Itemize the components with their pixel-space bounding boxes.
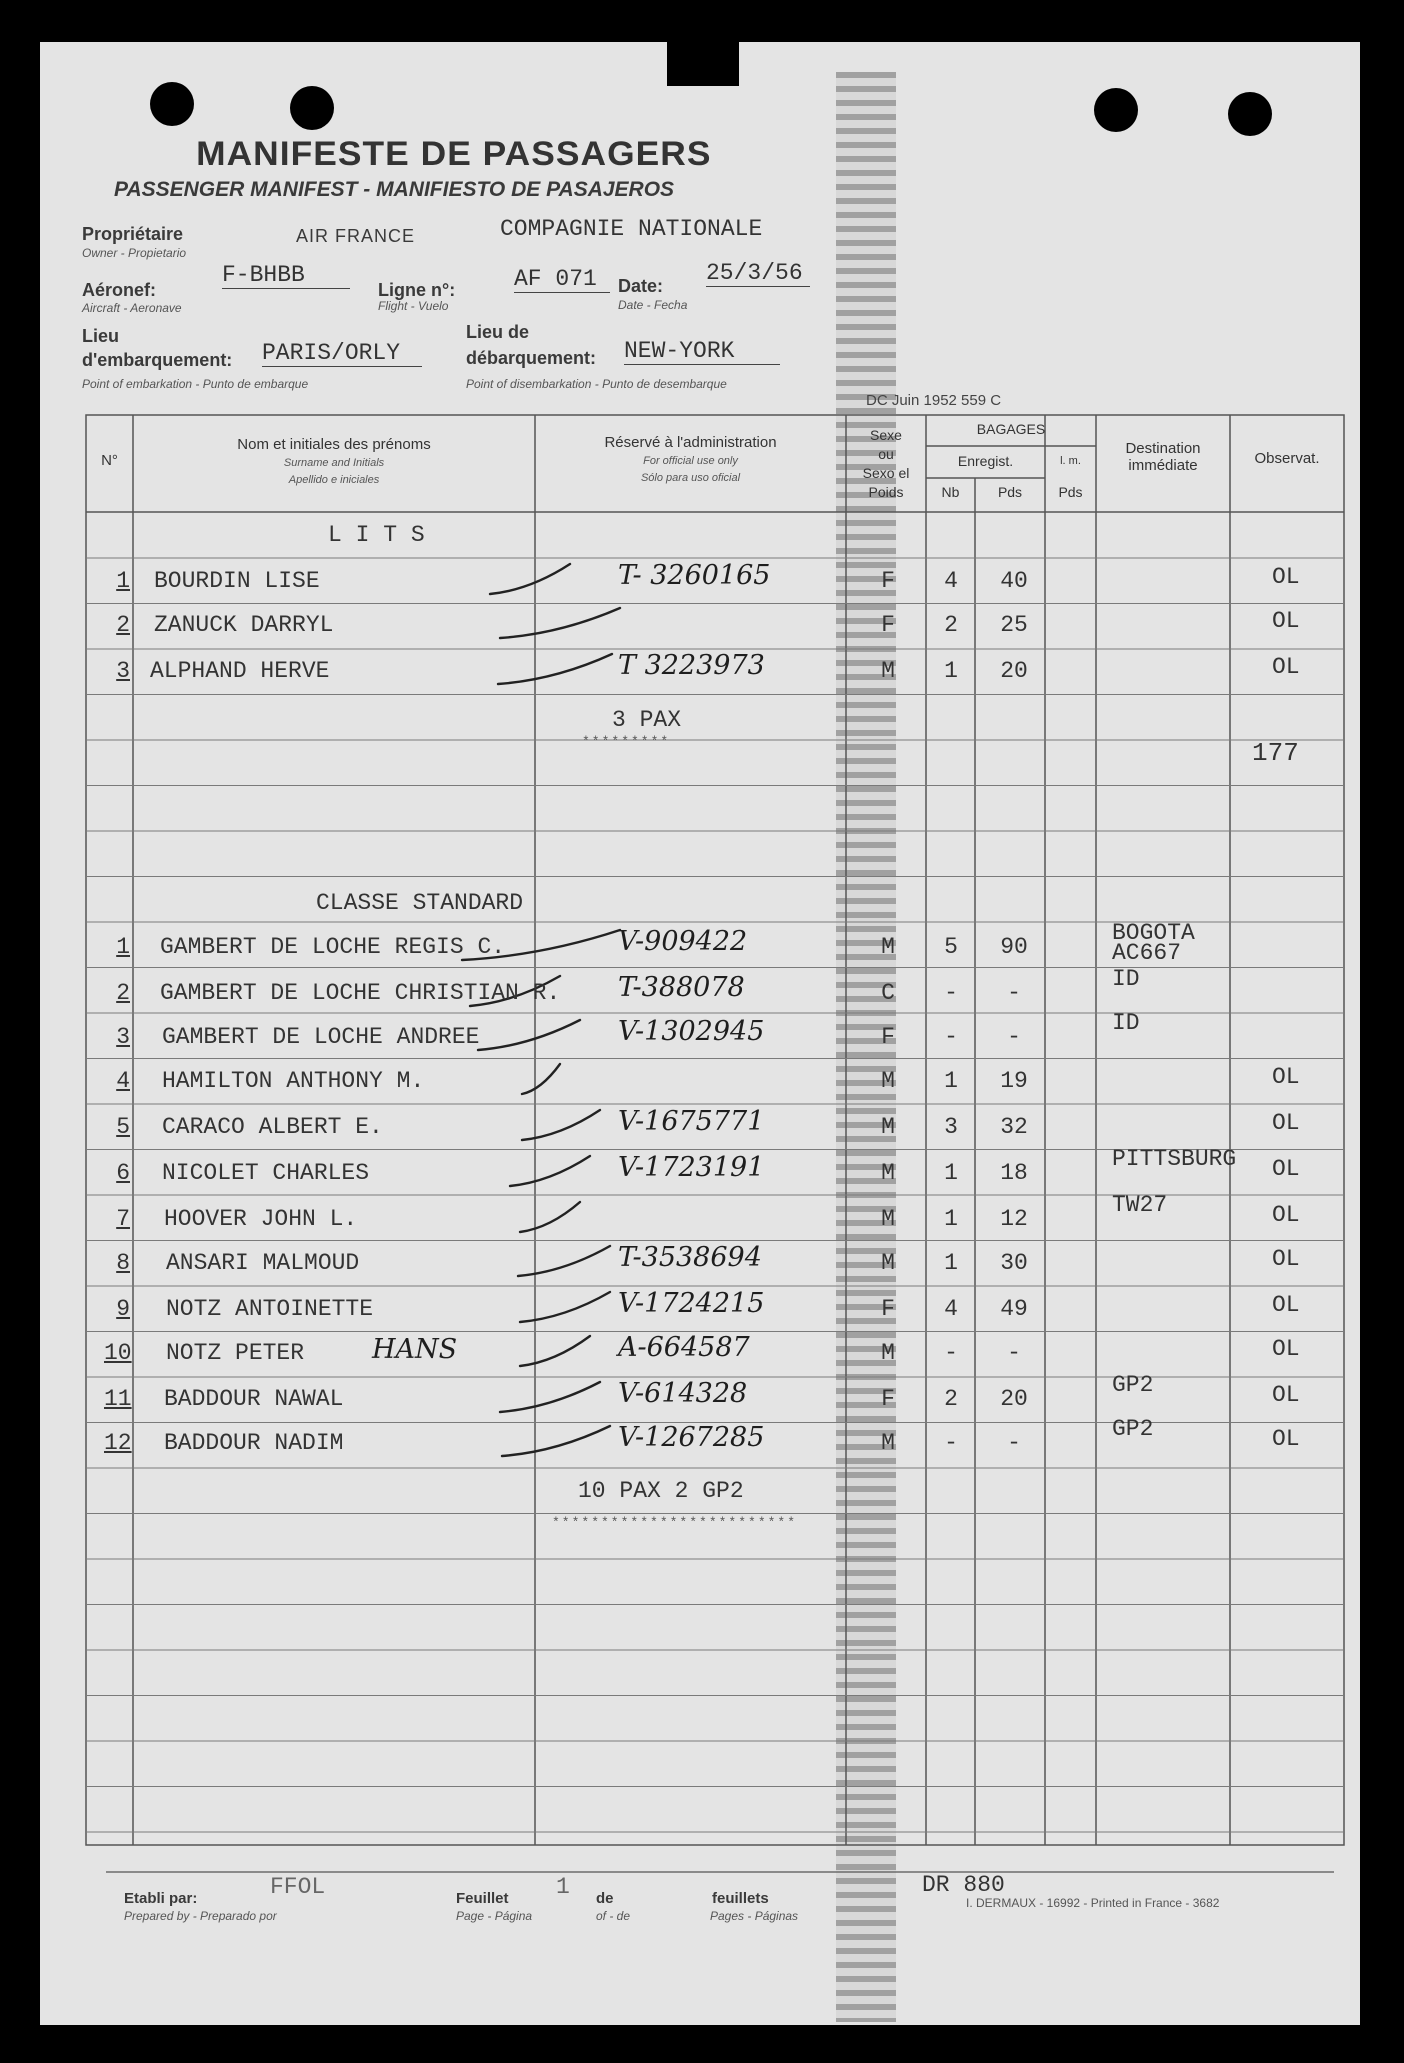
pen-stroke: [478, 1020, 580, 1050]
document-number: V-1267285: [618, 1422, 765, 1453]
sex-value: M: [881, 1250, 895, 1276]
owner-sublabel: Owner - Propietario: [82, 246, 187, 260]
passenger-name: HOOVER JOHN L.: [164, 1206, 358, 1232]
bag-count: 1: [944, 658, 958, 684]
pen-stroke: [518, 1246, 610, 1276]
embark-value: PARIS/ORLY: [262, 340, 422, 367]
sex-value: F: [881, 1386, 895, 1412]
bag-weight: 20: [1000, 1386, 1028, 1412]
row-number: 2: [116, 980, 130, 1006]
col-lm: l. m.: [1060, 455, 1081, 467]
date-sublabel: Date - Fecha: [618, 298, 688, 312]
passenger-name: BOURDIN LISE: [154, 568, 320, 594]
bag-count: -: [944, 980, 958, 1006]
document-number: T- 3260165: [618, 560, 771, 591]
bag-count: 4: [944, 1296, 958, 1322]
owner-value: COMPAGNIE NATIONALE: [500, 216, 763, 242]
aircraft-label: Aéronef:: [82, 280, 157, 300]
sheets-label: feuillets: [712, 1890, 769, 1907]
sex-value: F: [881, 1024, 895, 1050]
observation: OL: [1272, 1064, 1300, 1090]
of-label: de: [596, 1890, 614, 1907]
document-number: V-1302945: [618, 1016, 765, 1047]
printer-note: I. DERMAUX - 16992 - Printed in France - 3682: [966, 1896, 1220, 1910]
bag-weight: 49: [1000, 1296, 1028, 1322]
bag-weight: -: [1007, 1024, 1021, 1050]
line-value: AF 071: [514, 266, 610, 293]
passenger-name: CARACO ALBERT E.: [162, 1114, 383, 1140]
row-number: 9: [116, 1296, 130, 1322]
pen-stroke: [522, 1110, 600, 1140]
col-admin: Réservé à l'administration For official use only Sólo para uso oficial: [604, 434, 777, 484]
reference-number: DR 880: [922, 1872, 1005, 1898]
col-pds2: Pds: [1058, 484, 1083, 500]
passenger-name: BADDOUR NAWAL: [164, 1386, 344, 1412]
col-destination: Destination immédiate: [1125, 440, 1201, 474]
pen-stroke: [520, 1292, 610, 1322]
bag-count: 2: [944, 612, 958, 638]
document-number: T-388078: [618, 972, 745, 1003]
document-number: V-1675771: [618, 1106, 765, 1137]
passenger-name-handwritten: HANS: [372, 1334, 458, 1365]
aircraft-sublabel: Aircraft - Aeronave: [82, 301, 182, 315]
bag-weight: 20: [1000, 658, 1028, 684]
row-number: 8: [116, 1250, 130, 1276]
col-no: N°: [101, 452, 118, 469]
bag-weight: 30: [1000, 1250, 1028, 1276]
destination: GP2: [1112, 1372, 1154, 1398]
document-number: V-1724215: [618, 1288, 765, 1319]
bag-count: 2: [944, 1386, 958, 1412]
bag-count: -: [944, 1340, 958, 1366]
passenger-name: NOTZ PETER: [166, 1340, 305, 1366]
pen-stroke: [500, 1382, 600, 1412]
lits-count: 177: [1252, 738, 1299, 768]
document-number: V-614328: [618, 1378, 748, 1409]
row-number: 3: [116, 1024, 130, 1050]
sheet-sublabel: Page - Página: [456, 1909, 533, 1923]
disembark-sublabel: Point of disembarkation - Punto de desembarque: [466, 377, 727, 391]
bag-weight: 40: [1000, 568, 1028, 594]
document-number: T 3223973: [618, 650, 765, 681]
observation: OL: [1272, 564, 1300, 590]
embark-sublabel: Point of embarkation - Punto de embarque: [82, 377, 309, 391]
section-lits: L I T S: [328, 522, 425, 548]
destination: ID: [1112, 966, 1140, 992]
bag-weight: 18: [1000, 1160, 1028, 1186]
owner-printed: AIR FRANCE: [296, 226, 416, 246]
observation: OL: [1272, 1110, 1300, 1136]
row-number: 12: [104, 1430, 132, 1456]
observation: OL: [1272, 1156, 1300, 1182]
standard-stars: *************************: [552, 1515, 798, 1530]
observation: OL: [1272, 1202, 1300, 1228]
row-number: 5: [116, 1114, 130, 1140]
sex-value: M: [881, 1068, 895, 1094]
observation: OL: [1272, 1382, 1300, 1408]
destination: GP2: [1112, 1416, 1154, 1442]
sheet-value: 1: [556, 1874, 570, 1900]
sex-value: M: [881, 934, 895, 960]
col-enregist: Enregist.: [957, 453, 1014, 469]
passenger-name: ALPHAND HERVE: [150, 658, 330, 684]
col-observations: Observat.: [1254, 450, 1320, 467]
document-number: V-1723191: [618, 1152, 765, 1183]
passenger-name: NOTZ ANTOINETTE: [166, 1296, 374, 1322]
document-number: V-909422: [618, 926, 748, 957]
passenger-name: HAMILTON ANTHONY M.: [162, 1068, 425, 1094]
embark-label-1: Lieu: [82, 326, 120, 346]
bag-count: 1: [944, 1250, 958, 1276]
row-number: 2: [116, 612, 130, 638]
section-standard: CLASSE STANDARD: [316, 890, 524, 916]
prepared-value: FFOL: [270, 1874, 326, 1900]
row-number: 1: [116, 934, 130, 960]
pen-stroke: [498, 654, 612, 684]
bag-count: 3: [944, 1114, 958, 1140]
observation: OL: [1272, 608, 1300, 634]
row-number: 11: [104, 1386, 132, 1412]
bag-count: 1: [944, 1160, 958, 1186]
sex-value: M: [881, 1114, 895, 1140]
passenger-name: BADDOUR NADIM: [164, 1430, 344, 1456]
col-pds: Pds: [997, 484, 1023, 500]
pen-stroke: [510, 1156, 590, 1186]
pen-stroke: [520, 1336, 590, 1366]
col-nb: Nb: [941, 484, 960, 500]
row-number: 1: [116, 568, 130, 594]
destination-flight: AC667: [1112, 940, 1182, 966]
row-number: 3: [116, 658, 130, 684]
line-label: Ligne n°:: [378, 280, 456, 300]
pen-stroke: [520, 1202, 580, 1232]
prepared-label: Etabli par:: [124, 1890, 198, 1907]
sex-value: F: [881, 568, 895, 594]
bag-count: 1: [944, 1068, 958, 1094]
sex-value: M: [881, 1206, 895, 1232]
bag-count: -: [944, 1024, 958, 1050]
destination: ID: [1112, 1010, 1140, 1036]
passenger-name: ZANUCK DARRYL: [154, 612, 334, 638]
pen-stroke: [502, 1426, 610, 1456]
observation: OL: [1272, 1336, 1300, 1362]
sex-value: M: [881, 658, 895, 684]
destination: BOGOTA: [1112, 920, 1195, 946]
observation: OL: [1272, 1246, 1300, 1272]
bag-weight: 19: [1000, 1068, 1028, 1094]
disembark-label-2: débarquement:: [466, 348, 597, 368]
bag-count: 4: [944, 568, 958, 594]
lits-stars: *********: [582, 734, 671, 749]
form-code: DC Juin 1952 559 C: [866, 392, 1002, 409]
bag-weight: 90: [1000, 934, 1028, 960]
pen-stroke: [500, 608, 620, 638]
sheet-label: Feuillet: [456, 1890, 509, 1907]
destination: TW27: [1112, 1192, 1168, 1218]
destination: PITTSBURG: [1112, 1146, 1237, 1172]
of-sublabel: of - de: [596, 1909, 631, 1923]
lits-total: 3 PAX: [612, 707, 682, 733]
sex-value: M: [881, 1430, 895, 1456]
bag-weight: -: [1007, 1340, 1021, 1366]
bag-weight: 32: [1000, 1114, 1028, 1140]
passenger-name: ANSARI MALMOUD: [166, 1250, 360, 1276]
observation: OL: [1272, 654, 1300, 680]
sex-value: M: [881, 1340, 895, 1366]
sex-value: F: [881, 612, 895, 638]
pen-stroke: [490, 564, 570, 594]
sheets-sublabel: Pages - Páginas: [710, 1909, 799, 1923]
passenger-name: GAMBERT DE LOCHE CHRISTIAN R.: [160, 980, 561, 1006]
row-number: 10: [104, 1340, 132, 1366]
row-number: 4: [116, 1068, 130, 1094]
bag-weight: -: [1007, 1430, 1021, 1456]
passenger-name: GAMBERT DE LOCHE ANDREE: [162, 1024, 480, 1050]
owner-label: Propriétaire: [82, 224, 184, 244]
bag-count: 5: [944, 934, 958, 960]
row-number: 7: [116, 1206, 130, 1232]
manifest-title: MANIFESTE DE PASSAGERS: [196, 135, 712, 173]
aircraft-value: F-BHBB: [222, 262, 350, 289]
sex-value: F: [881, 1296, 895, 1322]
pen-stroke: [522, 1064, 560, 1094]
row-number: 6: [116, 1160, 130, 1186]
document-number: A-664587: [618, 1332, 750, 1363]
passenger-name: NICOLET CHARLES: [162, 1160, 370, 1186]
document-number: T-3538694: [618, 1242, 762, 1273]
col-bagages: BAGAGES: [976, 421, 1046, 437]
bag-weight: 12: [1000, 1206, 1028, 1232]
sex-value: M: [881, 1160, 895, 1186]
date-label: Date:: [618, 276, 664, 296]
date-value: 25/3/56: [706, 260, 810, 287]
disembark-value: NEW-YORK: [624, 338, 780, 365]
col-sex: Sexe ou Sexo el Poids: [862, 427, 910, 500]
col-name: Nom et initiales des prénoms Surname and Initials Apellido e iniciales: [237, 436, 431, 486]
sex-value: C: [881, 980, 895, 1006]
embark-label-2: d'embarquement:: [82, 350, 233, 370]
manifest-subtitle: PASSENGER MANIFEST - MANIFIESTO DE PASAJEROS: [114, 178, 675, 201]
disembark-label-1: Lieu de: [466, 322, 530, 342]
bag-count: 1: [944, 1206, 958, 1232]
bag-count: -: [944, 1430, 958, 1456]
bag-weight: 25: [1000, 612, 1028, 638]
prepared-sublabel: Prepared by - Preparado por: [124, 1909, 277, 1923]
bag-weight: -: [1007, 980, 1021, 1006]
observation: OL: [1272, 1292, 1300, 1318]
observation: OL: [1272, 1426, 1300, 1452]
passenger-name: GAMBERT DE LOCHE REGIS C.: [160, 934, 506, 960]
line-sublabel: Flight - Vuelo: [378, 299, 449, 313]
standard-total: 10 PAX 2 GP2: [578, 1478, 744, 1504]
